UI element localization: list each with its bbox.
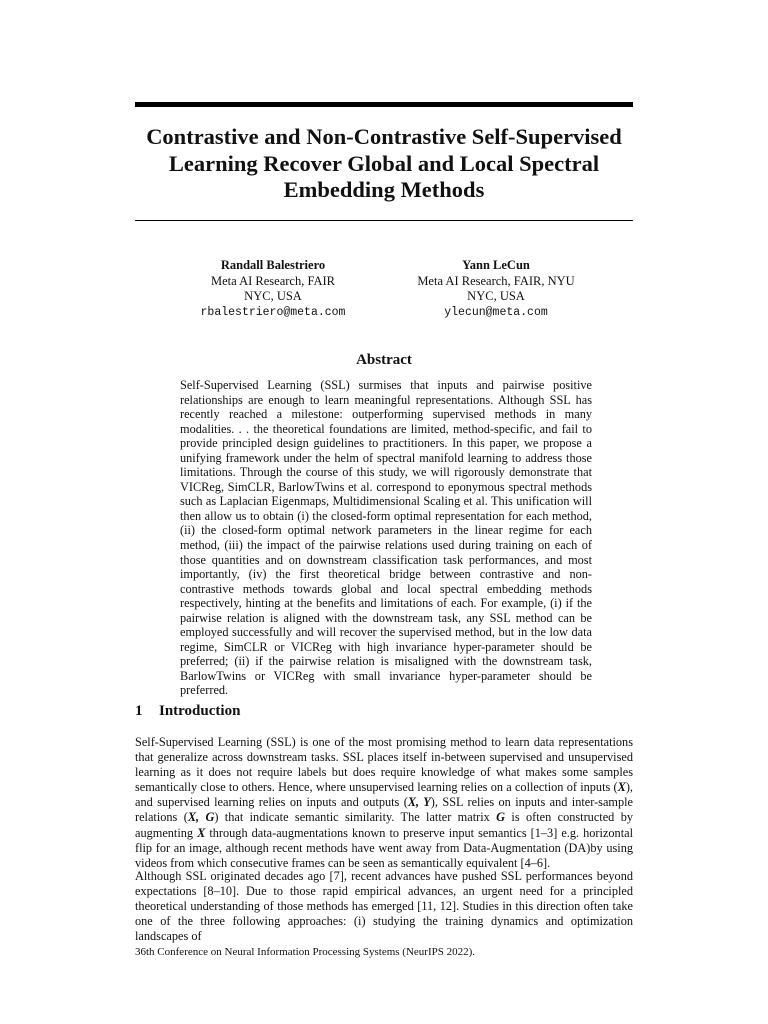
text-run: ), and supervised learning relies on inputs and outputs ( (135, 780, 633, 810)
author-email: rbalestriero@meta.com (200, 305, 346, 319)
text-run: through data-augmentations known to preserve input semantics (205, 825, 531, 840)
text-run: is often constructed by augmenting (135, 810, 633, 840)
math-symbol: X (617, 780, 626, 795)
author-name: Yann LeCun (462, 258, 530, 272)
text-run: e.g. horizontal flip for an image, although recent methods have went away from Data-Augmentation (DA)by using videos from which consecutive frames can be seen as semantically equivalent (135, 825, 633, 870)
conference-footnote: 36th Conference on Neural Information Processing Systems (NeurIPS 2022). (135, 946, 476, 958)
text-run: . Due to those rapid empirical advances, an urgent need for a principled theoretical understanding of those methods has emerged (135, 884, 633, 914)
abstract-heading: Abstract (356, 352, 412, 368)
citation-link[interactable]: [7] (329, 869, 344, 883)
math-symbol: X (197, 825, 206, 840)
author-affiliation: Meta AI Research, FAIR, NYU (417, 273, 575, 288)
text-run: , recent advances have pushed SSL performances beyond expectations (135, 869, 633, 899)
text-run: Self-Supervised Learning (SSL) is one of the most promising method to learn data representations that generalize across downstream tasks. SSL places itself in-between supervised and unsupervised learning as it does not require labels but does require knowledge of what makes some samples semantically close to others. Hence, where unsupervised learning relies on a collection of inputs ( (135, 735, 633, 795)
text-run: . (547, 855, 551, 870)
intro-paragraph-1 (135, 735, 633, 871)
title-bottom-rule (135, 220, 633, 221)
citation-link[interactable]: [11, 12] (417, 899, 457, 914)
author-location: NYC, USA (244, 289, 302, 303)
citation-link[interactable]: [8–10] (203, 884, 237, 899)
author-location: NYC, USA (467, 289, 525, 303)
author-email: ylecun@meta.com (444, 305, 548, 319)
math-symbol: X, G (187, 810, 215, 825)
text-run: ), SSL relies on inputs and inter-sample relations ( (135, 795, 634, 825)
section-heading (135, 703, 633, 720)
author-block-2 (376, 258, 616, 320)
text-run: . Studies in this direction often take one of the three following approaches: (i) studying the training dynamics and optimization landscapes of (135, 899, 633, 944)
title-top-rule (135, 102, 633, 107)
author-block-1 (153, 258, 393, 320)
intro-paragraph-2 (135, 869, 633, 944)
math-symbol: X, Y (407, 795, 431, 810)
text-run: ) that indicate semantic similarity. The latter matrix (214, 810, 497, 825)
paper-title: Contrastive and Non-Contrastive Self-Supervised Learning Recover Global and Local Spectral Embedding Methods (146, 124, 622, 202)
author-affiliation: Meta AI Research, FAIR (210, 273, 336, 288)
abstract-text: Self-Supervised Learning (SSL) surmises that inputs and pairwise positive relationships are enough to learn meaningful representations. Although SSL has recently reached a milestone: outperforming supervised methods in many modalities. . . the theoretical foundations are limited, method-specific, and fail to provide principled design guidelines to practitioners. In this paper, we propose a unifying framework under the helm of spectral manifold learning to address those limitations. Through the course of this study, we will rigorously demonstrate that VICReg, SimCLR, BarlowTwins et al. correspond to eponymous spectral methods such as Laplacian Eigenmaps, Multidimensional Scaling et al. This unification will then allow us to obtain (i) the closed-form optimal representation for each method, (ii) the closed-form optimal network parameters in the linear regime for each method, (iii) the impact of the pairwise relations used during training on each of those quantities and on downstream classification task performances, and most importantly, (iv) the first theoretical bridge between contrastive and non-contrastive methods towards global and local spectral embedding methods respectively, hinting at the benefits and limitations of each. For example, (i) if the pairwise relation is aligned with the downstream task, any SSL method can be employed successfully and will recover the supervised method, but in the low data regime, SimCLR or VICReg with high invariance hyper-parameter should be preferred; (ii) if the pairwise relation is misaligned with the downstream task, BarlowTwins or VICReg with small invariance hyper-parameter should be preferred. (180, 378, 592, 698)
citation-link[interactable]: [4–6] (520, 855, 548, 870)
text-run: Although SSL originated decades ago (135, 869, 330, 883)
section-title: Introduction (159, 703, 241, 719)
section-number: 1 (135, 703, 143, 719)
math-symbol: G (496, 810, 506, 825)
citation-link[interactable]: [1–3] (530, 825, 558, 840)
author-name: Randall Balestriero (220, 258, 326, 272)
